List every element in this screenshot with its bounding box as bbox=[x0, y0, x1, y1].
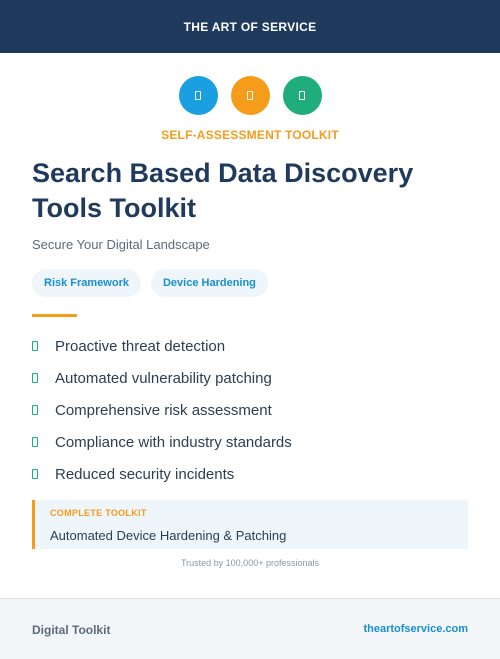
document-icon bbox=[179, 76, 218, 115]
check-icon bbox=[32, 341, 38, 351]
toolkit-callout bbox=[32, 500, 468, 549]
document-icon bbox=[283, 76, 322, 115]
footer bbox=[0, 598, 500, 659]
check-icon bbox=[32, 405, 38, 415]
feature-text: Compliance with industry standards bbox=[55, 433, 292, 451]
feature-text: Automated vulnerability patching bbox=[55, 369, 272, 387]
trust-note: Trusted by 100,000+ professionals bbox=[180, 558, 319, 568]
check-icon bbox=[32, 437, 38, 447]
list-item bbox=[32, 426, 472, 458]
accent-divider bbox=[32, 314, 77, 317]
check-icon bbox=[32, 373, 38, 383]
tag-device-hardening[interactable]: Device Hardening bbox=[151, 269, 268, 297]
footer-label: Digital Toolkit bbox=[32, 623, 111, 637]
check-icon bbox=[32, 469, 38, 479]
callout-label: COMPLETE TOOLKIT bbox=[50, 508, 147, 518]
list-item bbox=[32, 362, 472, 394]
feature-text: Comprehensive risk assessment bbox=[55, 401, 272, 419]
brand-name: THE ART OF SERVICE bbox=[183, 19, 317, 34]
eyebrow-label: SELF-ASSESSMENT TOOLKIT bbox=[161, 128, 339, 142]
callout-text: Automated Device Hardening & Patching bbox=[50, 528, 287, 543]
feature-list bbox=[32, 330, 472, 490]
website-link[interactable]: theartofservice.com bbox=[363, 623, 468, 635]
list-item bbox=[32, 458, 472, 490]
document-icon bbox=[231, 76, 270, 115]
list-item bbox=[32, 394, 472, 426]
tag-risk-framework[interactable]: Risk Framework bbox=[32, 269, 141, 297]
page-subtitle: Secure Your Digital Landscape bbox=[32, 237, 210, 252]
tag-list bbox=[32, 269, 268, 297]
list-item bbox=[32, 330, 472, 362]
top-banner bbox=[0, 0, 500, 53]
page-title: Search Based Data Discovery Tools Toolkit bbox=[32, 158, 414, 223]
feature-text: Proactive threat detection bbox=[55, 337, 226, 355]
feature-text: Reduced security incidents bbox=[55, 465, 235, 483]
icon-row bbox=[0, 76, 500, 115]
